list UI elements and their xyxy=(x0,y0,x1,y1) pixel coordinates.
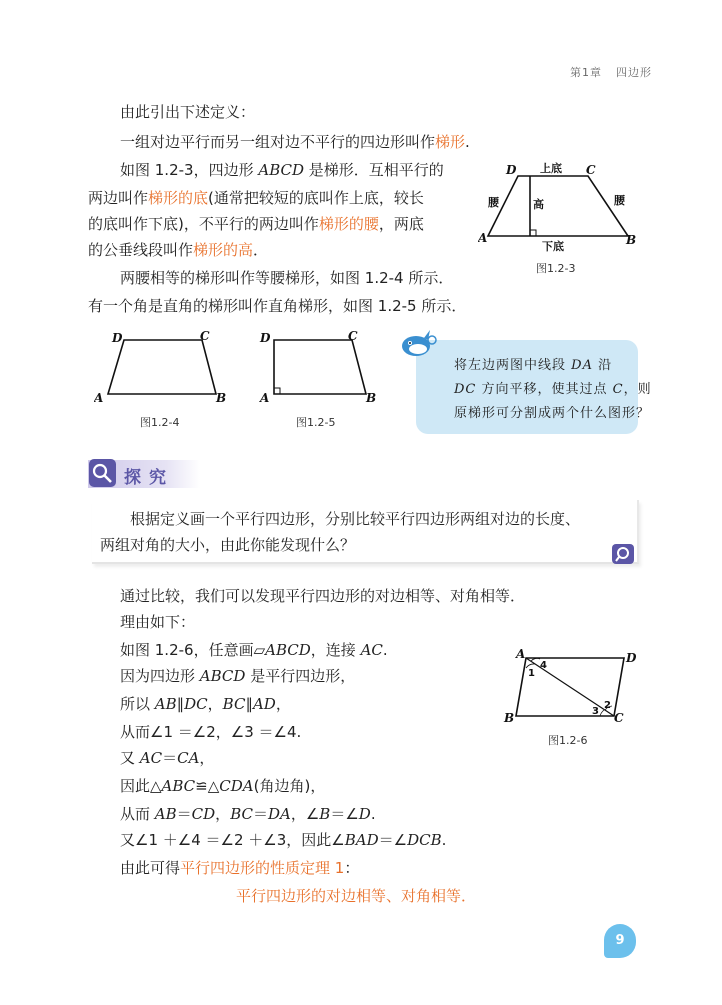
vertex-label-d: D xyxy=(112,331,123,345)
para3-line2: 有一个角是直角的梯形叫作直角梯形，如图 1.2-5 所示． xyxy=(88,297,467,315)
vertex-label-c: C xyxy=(586,163,596,177)
caption-1-2-4: 图1.2-4 xyxy=(140,416,180,429)
term-base: 梯形的底 xyxy=(148,189,209,207)
figure-1-2-3 xyxy=(478,158,642,258)
dolphin-mascot-icon xyxy=(396,326,440,362)
running-header xyxy=(556,64,652,80)
theorem-statement: 平行四边形的对边相等、对角相等． xyxy=(236,887,477,905)
label-leg-right: 腰 xyxy=(614,194,625,207)
vertex-label-b: B xyxy=(504,711,515,725)
right-trapezoid xyxy=(274,340,366,394)
trapezoid-shape xyxy=(488,176,628,236)
proof-line7: 又 AC＝CA， xyxy=(120,749,215,767)
angle-label-1: 1 xyxy=(528,668,535,679)
proof-line4: 因为四边形 ABCD 是平行四边形， xyxy=(120,667,356,685)
explore-icon xyxy=(88,457,118,489)
caption-1-2-6: 图1.2-6 xyxy=(548,734,588,747)
proof-line1: 通过比较，我们可以发现平行四边形的对边相等、对角相等． xyxy=(120,587,526,605)
caption-1-2-3: 图1.2-3 xyxy=(536,262,576,275)
vertex-label-b: B xyxy=(626,233,637,247)
label-height: 高 xyxy=(533,198,544,211)
proof-line5: 所以 AB∥DC，BC∥AD， xyxy=(120,695,291,713)
angle-label-2: 2 xyxy=(604,700,611,711)
para2-line1: 如图 1.2-3，四边形 ABCD 是梯形．互相平行的 xyxy=(120,161,444,179)
chapter-label: 第1章 xyxy=(570,66,602,79)
right-angle-mark xyxy=(530,230,536,236)
angle-label-3: 3 xyxy=(592,706,599,717)
right-angle-mark xyxy=(274,388,280,394)
magnifier-icon xyxy=(612,544,634,564)
vertex-label-a: A xyxy=(516,647,526,661)
note-text: 将左边两图中线段 DA 沿 DC 方向平移，使其过点 C，则 原梯形可分割成两个什么图形？ xyxy=(454,358,652,421)
term-leg: 梯形的腰 xyxy=(318,215,379,233)
vertex-label-c: C xyxy=(614,711,624,725)
vertex-label-d: D xyxy=(506,163,517,177)
proof-line2: 理由如下： xyxy=(120,613,196,631)
chapter-title: 四边形 xyxy=(616,66,652,79)
vertex-label-b: B xyxy=(216,391,227,405)
proof-line3: 如图 1.2-6，任意画▱ABCD，连接 AC. xyxy=(120,641,388,659)
figure-1-2-6 xyxy=(500,646,642,726)
explore-line2: 两组对角的大小，由此你能发现什么？ xyxy=(100,536,356,554)
explore-heading: 探究 xyxy=(124,468,174,488)
figure-1-2-5 xyxy=(258,330,388,410)
isosceles-trapezoid xyxy=(108,340,216,394)
proof-line10: 又∠1 ＋∠4 ＝∠2 ＋∠3，因此∠BAD＝∠DCB. xyxy=(120,831,447,849)
note-bubble xyxy=(416,340,652,434)
angle-label-4: 4 xyxy=(540,660,547,671)
para2-line3: 的底叫作下底)，不平行的两边叫作梯形的腰，两底 xyxy=(88,215,424,233)
page-number-badge: 9 xyxy=(604,924,636,958)
vertex-label-c: C xyxy=(348,330,358,343)
vertex-label-d: D xyxy=(626,651,637,665)
para3-line1: 两腰相等的梯形叫作等腰梯形，如图 1.2-4 所示． xyxy=(120,269,454,287)
intro-line: 由此引出下述定义： xyxy=(120,103,256,121)
proof-line11: 由此可得平行四边形的性质定理 1： xyxy=(120,859,360,877)
vertex-label-b: B xyxy=(366,391,377,405)
proof-line6: 从而∠1 ＝∠2，∠3 ＝∠4. xyxy=(120,723,302,741)
proof-line9: 从而 AB＝CD，BC＝DA，∠B＝∠D. xyxy=(120,805,376,823)
label-top-base: 上底 xyxy=(540,162,562,175)
figure-1-2-4 xyxy=(94,330,234,410)
vertex-label-c: C xyxy=(200,330,210,343)
term-trapezoid: 梯形 xyxy=(435,133,466,151)
vertex-label-a: A xyxy=(478,231,488,245)
term-height: 梯形的高 xyxy=(193,241,254,259)
theorem-name: 平行四边形的性质定理 1 xyxy=(180,859,345,877)
label-bottom-base: 下底 xyxy=(542,240,564,253)
vertex-label-a: A xyxy=(260,391,270,405)
vertex-label-d: D xyxy=(260,331,271,345)
proof-line8: 因此△ABC≌△CDA(角边角)， xyxy=(120,777,326,795)
explore-line1: 根据定义画一个平行四边形，分别比较平行四边形两组对边的长度、 xyxy=(130,510,581,528)
caption-1-2-5: 图1.2-5 xyxy=(296,416,336,429)
para2-line2: 两边叫作梯形的底(通常把较短的底叫作上底，较长 xyxy=(88,189,424,207)
explore-question-box xyxy=(92,500,639,564)
vertex-label-a: A xyxy=(94,391,104,405)
para2-line4: 的公垂线段叫作梯形的高． xyxy=(88,241,269,259)
label-leg-left: 腰 xyxy=(488,196,499,209)
definition-line: 一组对边平行而另一组对边不平行的四边形叫作梯形. xyxy=(120,133,470,151)
